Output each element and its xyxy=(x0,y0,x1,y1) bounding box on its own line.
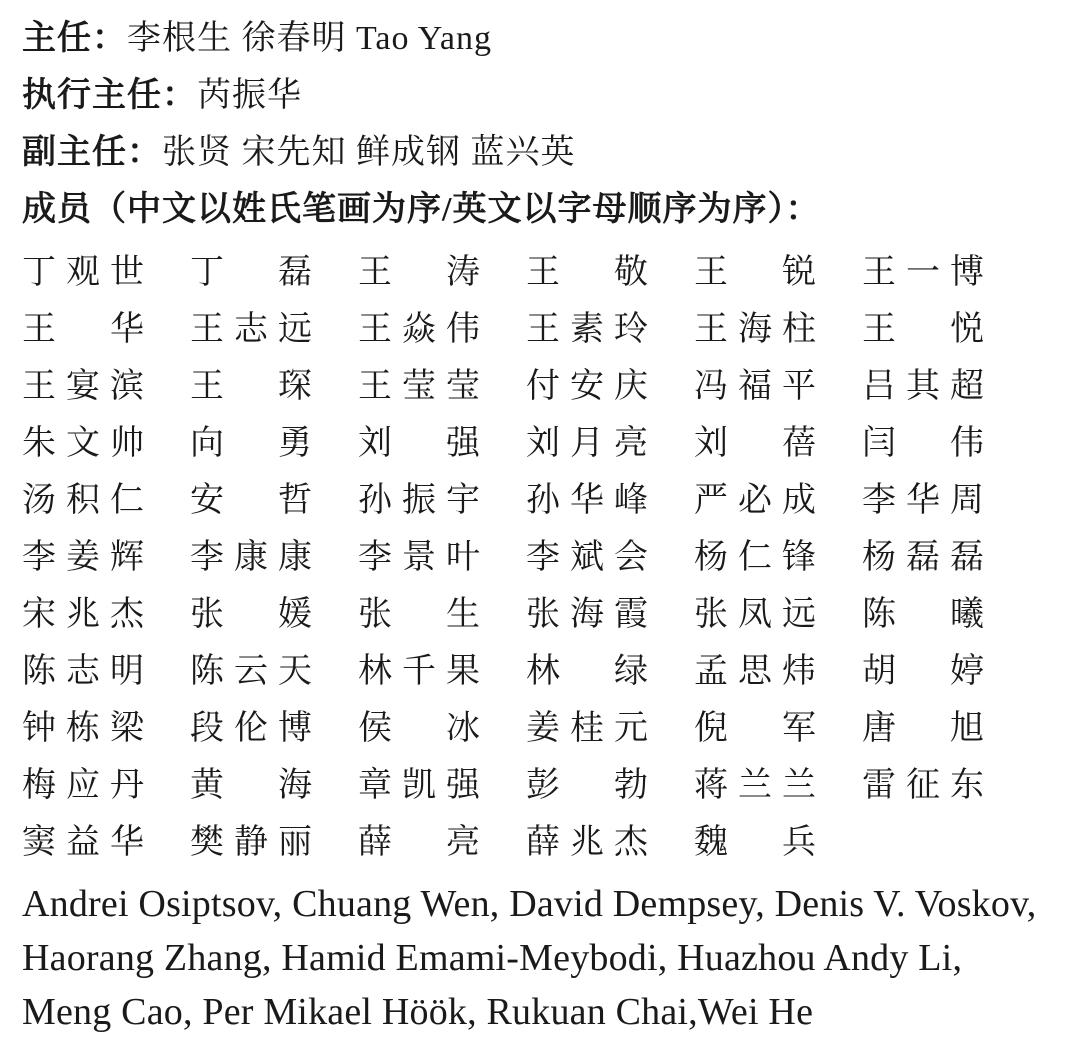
member-cell xyxy=(190,582,312,639)
member-name: 钟 栋 梁 xyxy=(22,710,144,747)
member-cell xyxy=(358,525,480,582)
member-cell xyxy=(862,297,984,354)
member-cell xyxy=(358,240,480,297)
member-name: 汤 积 仁 xyxy=(22,482,144,519)
member-cell xyxy=(694,468,816,525)
member-cell xyxy=(526,525,648,582)
members-heading-label: 成员（中文以姓氏笔画为序/英文以字母顺序为序）： xyxy=(22,191,821,228)
member-cell xyxy=(22,810,144,867)
member-cell xyxy=(358,810,480,867)
member-name: 孙 振 宇 xyxy=(358,482,480,519)
executive-director-label: 执行主任： xyxy=(22,77,197,114)
member-name: 李 姜 辉 xyxy=(22,539,144,576)
member-name: 杨 仁 锋 xyxy=(694,539,816,576)
member-name: 王 锐 xyxy=(694,254,816,291)
member-name: 蒋 兰 兰 xyxy=(694,767,816,804)
member-cell xyxy=(358,582,480,639)
member-name: 陈 志 明 xyxy=(22,653,144,690)
chinese-members-grid xyxy=(22,240,1055,867)
member-name: 丁 磊 xyxy=(190,254,312,291)
member-cell xyxy=(358,297,480,354)
member-name: 王 宴 滨 xyxy=(22,368,144,405)
member-cell xyxy=(526,696,648,753)
member-cell xyxy=(694,753,816,810)
member-cell xyxy=(358,468,480,525)
member-cell xyxy=(190,525,312,582)
member-cell xyxy=(22,753,144,810)
member-name: 杨 磊 磊 xyxy=(862,539,984,576)
member-name: 唐 旭 xyxy=(862,710,984,747)
member-name: 王 敬 xyxy=(526,254,648,291)
member-name: 刘 强 xyxy=(358,425,480,462)
member-cell xyxy=(190,354,312,411)
member-name: 李 斌 会 xyxy=(526,539,648,576)
member-cell xyxy=(22,240,144,297)
member-cell xyxy=(190,468,312,525)
member-cell xyxy=(526,354,648,411)
members-heading-line xyxy=(22,181,1055,238)
member-cell xyxy=(358,639,480,696)
member-cell xyxy=(190,240,312,297)
member-cell xyxy=(694,696,816,753)
member-cell xyxy=(22,696,144,753)
member-cell xyxy=(694,810,816,867)
director-line xyxy=(22,10,1055,67)
member-cell xyxy=(358,696,480,753)
member-cell xyxy=(22,582,144,639)
member-name: 王 琛 xyxy=(190,368,312,405)
member-cell xyxy=(22,297,144,354)
member-name: 刘 月 亮 xyxy=(526,425,648,462)
member-name: 王 海 柱 xyxy=(694,311,816,348)
deputy-director-names: 张贤 宋先知 鲜成钢 蓝兴英 xyxy=(162,134,576,171)
member-cell xyxy=(190,411,312,468)
member-cell xyxy=(526,468,648,525)
member-cell xyxy=(190,297,312,354)
member-name: 张 凤 远 xyxy=(694,596,816,633)
executive-director-line xyxy=(22,67,1055,124)
member-name: 王 素 玲 xyxy=(526,311,648,348)
member-name: 陈 云 天 xyxy=(190,653,312,690)
member-cell xyxy=(862,639,984,696)
member-cell xyxy=(694,411,816,468)
english-members-paragraph: Andrei Osiptsov, Chuang Wen, David Dempsey, Denis V. Voskov, Haorang Zhang, Hamid Emami-Meybodi, Huazhou Andy Li, Meng Cao, Per Mikael Höök, Rukuan Chai,Wei He xyxy=(22,883,1037,1033)
member-name: 林 绿 xyxy=(526,653,648,690)
member-cell xyxy=(694,354,816,411)
director-label: 主任： xyxy=(22,20,127,57)
member-name: 丁 观 世 xyxy=(22,254,144,291)
member-name: 王 华 xyxy=(22,311,144,348)
member-cell xyxy=(694,639,816,696)
member-cell xyxy=(694,582,816,639)
member-cell xyxy=(358,354,480,411)
member-cell xyxy=(526,240,648,297)
member-cell xyxy=(190,810,312,867)
director-names: 李根生 徐春明 Tao Yang xyxy=(127,20,492,57)
member-name: 严 必 成 xyxy=(694,482,816,519)
member-cell xyxy=(526,582,648,639)
member-name: 林 千 果 xyxy=(358,653,480,690)
member-name: 薛 亮 xyxy=(358,824,480,861)
member-name: 付 安 庆 xyxy=(526,368,648,405)
member-name: 朱 文 帅 xyxy=(22,425,144,462)
member-name: 章 凯 强 xyxy=(358,767,480,804)
member-name: 宋 兆 杰 xyxy=(22,596,144,633)
member-cell xyxy=(190,696,312,753)
member-cell xyxy=(694,240,816,297)
member-name: 胡 婷 xyxy=(862,653,984,690)
member-name: 安 哲 xyxy=(190,482,312,519)
member-name: 吕 其 超 xyxy=(862,368,984,405)
member-name: 窦 益 华 xyxy=(22,824,144,861)
member-name: 段 伦 博 xyxy=(190,710,312,747)
member-name: 樊 静 丽 xyxy=(190,824,312,861)
member-cell xyxy=(22,411,144,468)
member-cell xyxy=(190,753,312,810)
member-cell xyxy=(862,468,984,525)
member-name: 孟 思 炜 xyxy=(694,653,816,690)
member-name: 刘 蓓 xyxy=(694,425,816,462)
member-cell xyxy=(862,696,984,753)
member-name: 张 海 霞 xyxy=(526,596,648,633)
member-cell xyxy=(862,525,984,582)
member-cell xyxy=(526,639,648,696)
member-name: 王 一 博 xyxy=(862,254,984,291)
member-name: 王 涛 xyxy=(358,254,480,291)
member-name: 王 焱 伟 xyxy=(358,311,480,348)
member-name: 冯 福 平 xyxy=(694,368,816,405)
deputy-director-line xyxy=(22,124,1055,181)
member-name: 李 景 叶 xyxy=(358,539,480,576)
executive-director-names: 芮振华 xyxy=(197,77,302,114)
member-cell xyxy=(526,810,648,867)
member-name: 张 生 xyxy=(358,596,480,633)
member-cell xyxy=(22,639,144,696)
member-cell xyxy=(694,525,816,582)
member-cell xyxy=(526,411,648,468)
member-name: 张 媛 xyxy=(190,596,312,633)
member-name: 雷 征 东 xyxy=(862,767,984,804)
deputy-director-label: 副主任： xyxy=(22,134,162,171)
member-name: 彭 勃 xyxy=(526,767,648,804)
member-cell xyxy=(358,753,480,810)
member-name: 侯 冰 xyxy=(358,710,480,747)
member-name: 向 勇 xyxy=(190,425,312,462)
member-cell xyxy=(862,582,984,639)
member-name: 孙 华 峰 xyxy=(526,482,648,519)
member-cell xyxy=(22,354,144,411)
member-cell xyxy=(526,753,648,810)
member-cell xyxy=(22,525,144,582)
member-name: 闫 伟 xyxy=(862,425,984,462)
member-name: 姜 桂 元 xyxy=(526,710,648,747)
member-name: 倪 军 xyxy=(694,710,816,747)
member-name: 黄 海 xyxy=(190,767,312,804)
member-cell xyxy=(22,468,144,525)
member-name: 梅 应 丹 xyxy=(22,767,144,804)
member-cell xyxy=(862,411,984,468)
member-cell xyxy=(526,297,648,354)
member-cell xyxy=(862,753,984,810)
member-name: 王 志 远 xyxy=(190,311,312,348)
member-name: 李 康 康 xyxy=(190,539,312,576)
member-name: 王 莹 莹 xyxy=(358,368,480,405)
member-name: 魏 兵 xyxy=(694,824,816,861)
member-cell xyxy=(190,639,312,696)
member-name: 李 华 周 xyxy=(862,482,984,519)
member-name: 薛 兆 杰 xyxy=(526,824,648,861)
member-name: 陈 曦 xyxy=(862,596,984,633)
member-cell xyxy=(694,297,816,354)
member-cell xyxy=(862,354,984,411)
member-cell xyxy=(862,240,984,297)
member-cell xyxy=(358,411,480,468)
member-name: 王 悦 xyxy=(862,311,984,348)
